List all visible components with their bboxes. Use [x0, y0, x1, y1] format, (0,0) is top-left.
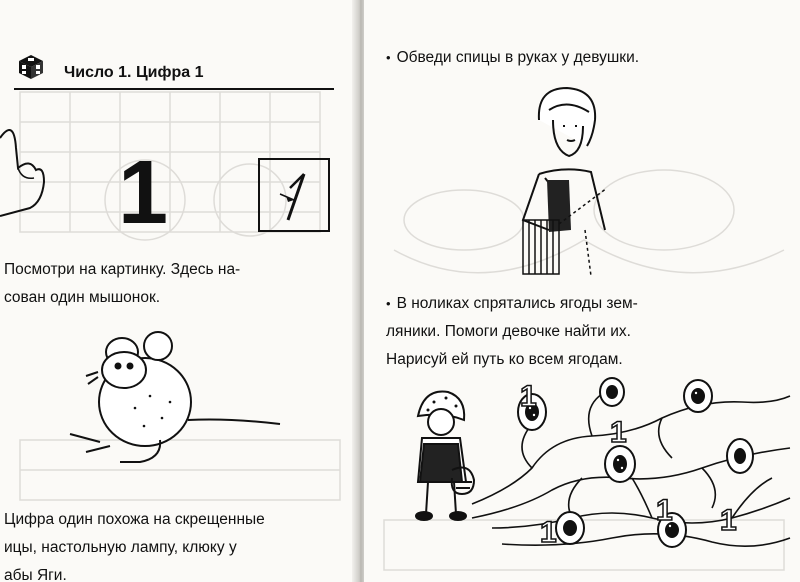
knitting-girl-illustration — [509, 80, 629, 280]
paragraph-look-at-picture — [4, 256, 344, 312]
task-trace-needles — [386, 44, 796, 72]
bullet: • — [386, 50, 391, 65]
maze-digit: 1 — [540, 516, 557, 549]
bullet: • — [386, 296, 391, 311]
hand-illustration — [0, 108, 60, 228]
maze-digit: 1 — [610, 416, 627, 449]
right-page — [364, 0, 800, 582]
text-line — [386, 290, 796, 318]
trace-digit-box[interactable] — [258, 158, 330, 232]
task-find-berries — [386, 290, 796, 374]
text-line: Цифра один похожа на скрещенные — [4, 511, 265, 528]
text-line: Обведи спицы в руках у девушки. — [396, 49, 640, 66]
mouse-illustration — [50, 322, 290, 472]
text-line: сован один мышонок. — [4, 289, 161, 306]
text-line: Нарисуй ей путь ко всем ягодам. — [386, 351, 623, 368]
text-line: ляники. Помоги девочке найти их. — [386, 323, 631, 340]
text-line: Посмотри на картинку. Здесь на- — [4, 261, 241, 278]
maze-digit: 1 — [520, 380, 537, 413]
maze-digit: 1 — [720, 504, 737, 537]
maze-digit: 1 — [656, 494, 673, 527]
title-rule — [14, 88, 334, 90]
cube-icon — [18, 54, 44, 80]
page-title: Число 1. Цифра 1 — [64, 64, 204, 81]
left-page — [0, 0, 358, 582]
big-digit: 1 — [118, 143, 169, 243]
paragraph-digit-looks-like — [4, 506, 344, 582]
text-line: ицы, настольную лампу, клюку у — [4, 539, 237, 556]
text-line: абы Яги. — [4, 567, 67, 582]
section-header — [14, 50, 334, 90]
text-line: В ноликах спрятались ягоды зем- — [396, 295, 638, 312]
dashed-digit-one — [260, 160, 328, 230]
